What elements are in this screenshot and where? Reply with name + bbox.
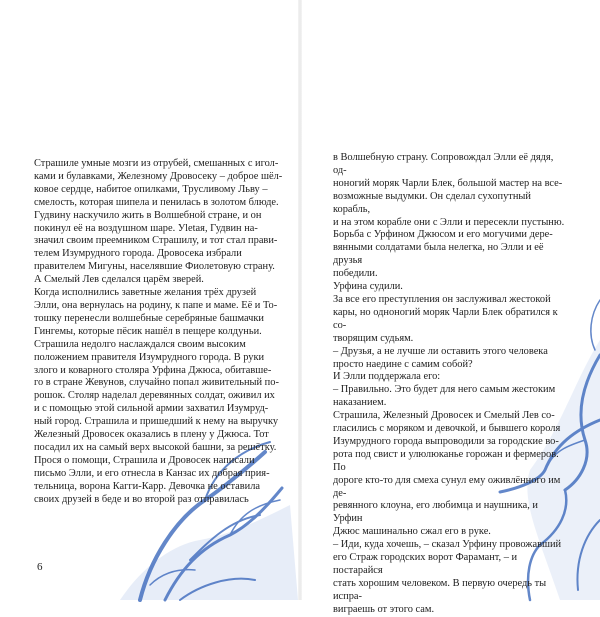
left-line: злого и коварного столяра Урфина Джюса, обитавше- (34, 364, 272, 376)
right-line: вянными солдатами была нелегка, но Элли и её друзья (333, 242, 544, 267)
right-line: просто наедине с самим собой? (333, 358, 473, 370)
left-line: ный город. Страшила и пришедший к нему на выручку (34, 416, 279, 428)
right-line: и на этом корабле они с Элли и пересекли пустыню. (333, 216, 565, 228)
left-line: го в стране Жевунов, случайно попал живительный по- (34, 377, 279, 389)
right-line: – Правильно. Это будет для него самым жестоким (333, 384, 556, 396)
left-line: Страшила недолго наслаждался своим высоким (34, 338, 246, 350)
right-line: ревянного клоуна, его любимца и наушника, и Урфин (333, 500, 538, 525)
right-line: творящим судьям. (333, 332, 414, 344)
right-line: И Элли поддержала его: (333, 371, 441, 383)
left-page-text (34, 158, 297, 506)
left-line: А Смелый Лев сделался царём зверей. (34, 274, 204, 286)
left-line: тошку перенесли волшебные серебряные башмачки (34, 312, 264, 324)
right-line: возможные выдумки. Он сделал сухопутный корабль, (333, 190, 531, 215)
right-line: победили. (333, 268, 378, 280)
left-line: ками и булавками, Железному Дровосеку – доброе шёл- (34, 170, 283, 182)
page-number: 6 (37, 561, 43, 573)
left-line: покинул её на воздушном шаре. Уletая, Гудвин на- (34, 222, 258, 234)
left-line: Элли, она вернулась на родину, к папе и маме. Её и То- (34, 299, 278, 311)
right-line: стать хорошим человеком. В первую очередь ты испра- (333, 577, 547, 602)
right-line: ноногий моряк Чарли Блек, большой мастер на все- (333, 177, 563, 189)
right-line: кары, но одноногий моряк Чарли Блек обратился к со- (333, 306, 558, 331)
book-gutter (298, 0, 302, 600)
left-line: значил своим преемником Страшилу, и тот стал прави- (34, 235, 278, 247)
right-line: виграешь от этого сам. (333, 603, 435, 615)
right-line: гласились с моряком и девочкой, и бывшего короля (333, 423, 561, 435)
left-line: тельница, ворона Кагги-Карр. Девочка не оставила (34, 480, 260, 492)
right-page-text (333, 152, 566, 617)
left-line: Страшиле умные мозги из отрубей, смешанных с игол- (34, 158, 279, 169)
left-line: Гудвину наскучило жить в Волшебной стране, и он (34, 209, 262, 221)
right-line: – Друзья, а не лучше ли оставить этого человека (333, 345, 548, 357)
left-line: и с помощью этой сильной армии захватил Изумруд- (34, 403, 269, 415)
left-line: Железный Дровосек оказались в плену у Джюса. Тот (34, 429, 269, 441)
left-line: Гингемы, которые пёсик нашёл в пещере колдуньи. (34, 325, 262, 337)
left-line: Когда исполнились заветные желания трёх друзей (34, 287, 257, 299)
right-line: в Волшебную страну. Сопровождал Элли её дядя, од- (333, 152, 554, 176)
right-line: дороге кто-то для смеха сунул ему оживлённого им де- (333, 474, 561, 499)
right-line: Джюс машинально сжал его в руке. (333, 526, 491, 538)
right-line: За все его преступления он заслуживал жестокой (333, 293, 551, 305)
right-line: – Иди, куда хочешь, – сказал Урфину провожавший (333, 539, 562, 551)
left-line: телем Изумрудного города. Дровосека избрали (34, 248, 242, 260)
right-line: Борьба с Урфином Джюсом и его могучими дере- (333, 229, 553, 241)
right-line: наказанием. (333, 397, 387, 409)
left-line: ковое сердце, набитое опилками, Трусливому Льву – (34, 183, 268, 195)
left-line: положением правителя Изумрудного города. В руки (34, 351, 265, 363)
left-line: посадил их на самый верх высокой башни, за решётку. (34, 441, 277, 453)
left-line: письмо Элли, и его отнесла в Канзас их добрая прия- (34, 467, 270, 479)
right-line: рота под свист и улюлюканье горожан и фермеров. По (333, 448, 559, 473)
right-line: Урфина судили. (333, 281, 403, 293)
right-line: Страшила, Железный Дровосек и Смелый Лев со- (333, 410, 555, 422)
left-line: смелость, которая шипела и пенилась в золотом блюде. (34, 196, 279, 208)
left-line: своих друзей в беде и во второй раз отправилась (34, 493, 249, 505)
left-line: рошок. Столяр наделал деревянных солдат, оживил их (34, 390, 275, 402)
right-line: его Страж городских ворот Фарамант, – и постарайся (333, 552, 518, 576)
left-line: Прося о помощи, Страшила и Дровосек написали (34, 454, 255, 466)
right-line: Изумрудного города выпроводили за городские во- (333, 435, 559, 447)
left-line: правителем Мигуны, населявшие Фиолетовую страну. (34, 261, 275, 273)
